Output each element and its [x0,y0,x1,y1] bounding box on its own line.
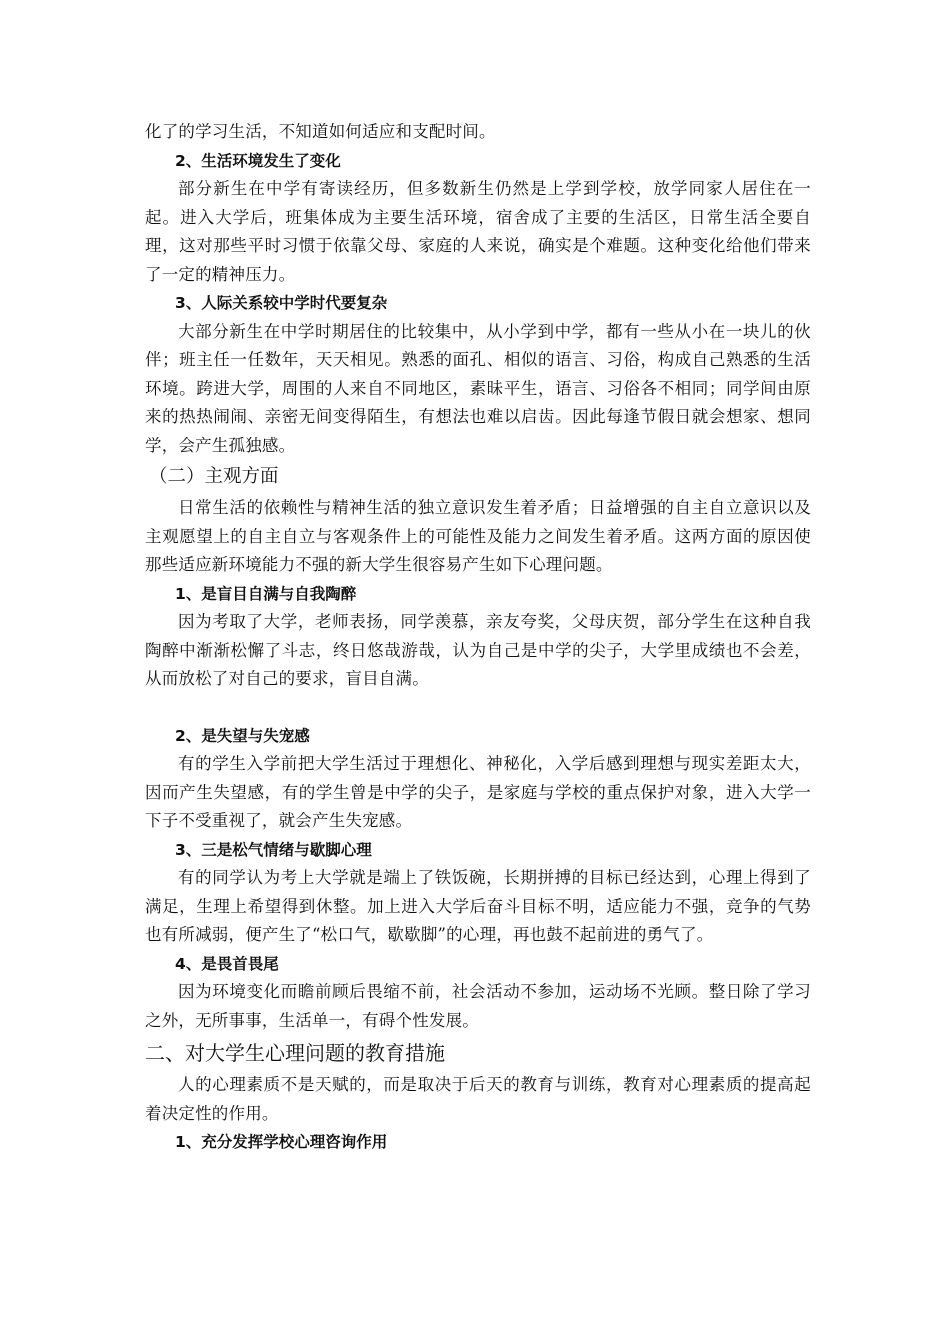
paragraph-complacency: 因为考取了大学，老师表扬，同学羡慕，亲友夸奖，父母庆贺，部分学生在这种自我陶醉中渐渐松懈了斗志，终日悠哉游哉，认为自己是中学的尖子，大学里成绩也不会差，从而放松了对自己的要求，盲目自满。 [145,612,811,688]
paragraph-education-intro: 人的心理素质不是天赋的，而是取决于后天的教育与训练，教育对心理素质的提高起着决定性的作用。 [145,1075,811,1123]
subheading-disappointment: 2、是失望与失宠感 [175,726,310,745]
paragraph-timidity: 因为环境变化而瞻前顾后畏缩不前，社会活动不参加，运动场不光顾。整日除了学习之外，无所事事，生活单一，有碍个性发展。 [145,982,811,1030]
document-page [145,118,811,1157]
subheading-relaxation: 3、三是松气情绪与歇脚心理 [175,840,372,859]
paragraph-relationships: 大部分新生在中学时期居住的比较集中，从小学到中学，都有一些从小在一块儿的伙伴；班主任一任数年，天天相见。熟悉的面孔、相似的语言、习俗，构成自己熟悉的生活环境。跨进大学，周围的人来自不同地区，素昧平生，语言、习俗各不相同；同学间由原来的热热闹闹、亲密无间变得陌生，有想法也难以启齿。因此每逢节假日就会想家、想同学，会产生孤独感。 [145,321,811,455]
blank-line [145,694,811,722]
subheading-complacency: 1、是盲目自满与自我陶醉 [175,584,357,603]
paragraph-subjective-intro: 日常生活的依赖性与精神生活的独立意识发生着矛盾；日益增强的自主自立意识以及主观愿望上的自主自立与客观条件上的可能性及能力之间发生着矛盾。这两方面的原因使那些适应新环境能力不强的新大学生很容易产生如下心理问题。 [145,498,811,574]
paragraph-continued: 化了的学习生活，不知道如何适应和支配时间。 [145,122,496,141]
chapter-heading-education-measures: 二、对大学生心理问题的教育措施 [145,1041,445,1065]
subheading-timidity: 4、是畏首畏尾 [175,954,279,973]
subheading-counseling: 1、充分发挥学校心理咨询作用 [175,1133,388,1151]
subheading-relationships: 3、人际关系较中学时代要复杂 [175,294,388,312]
paragraph-living-environment: 部分新生在中学有寄读经历，但多数新生仍然是上学到学校，放学同家人居住在一起。进入大学后，班集体成为主要生活环境，宿舍成了主要的生活区，日常生活全要自理，这对那些平时习惯于依靠父母、家庭的人来说，确实是个难题。这种变化给他们带来了一定的精神压力。 [145,179,811,284]
paragraph-disappointment: 有的学生入学前把大学生活过于理想化、神秘化，入学后感到理想与现实差距太大，因而产生失望感，有的学生曾是中学的尖子，是家庭与学校的重点保护对象，进入大学一下子不受重视了，就会产生失宠感。 [145,754,811,830]
paragraph-relaxation: 有的同学认为考上大学就是端上了铁饭碗，长期拼搏的目标已经达到，心理上得到了满足，生理上希望得到休整。加上进入大学后奋斗目标不明，适应能力不强，竞争的气势也有所减弱，便产生了“松口气，歇歇脚”的心理，再也鼓不起前进的勇气了。 [145,868,811,944]
section-heading-subjective: （二）主观方面 [149,466,279,487]
subheading-living-environment: 2、生活环境发生了变化 [175,151,341,170]
